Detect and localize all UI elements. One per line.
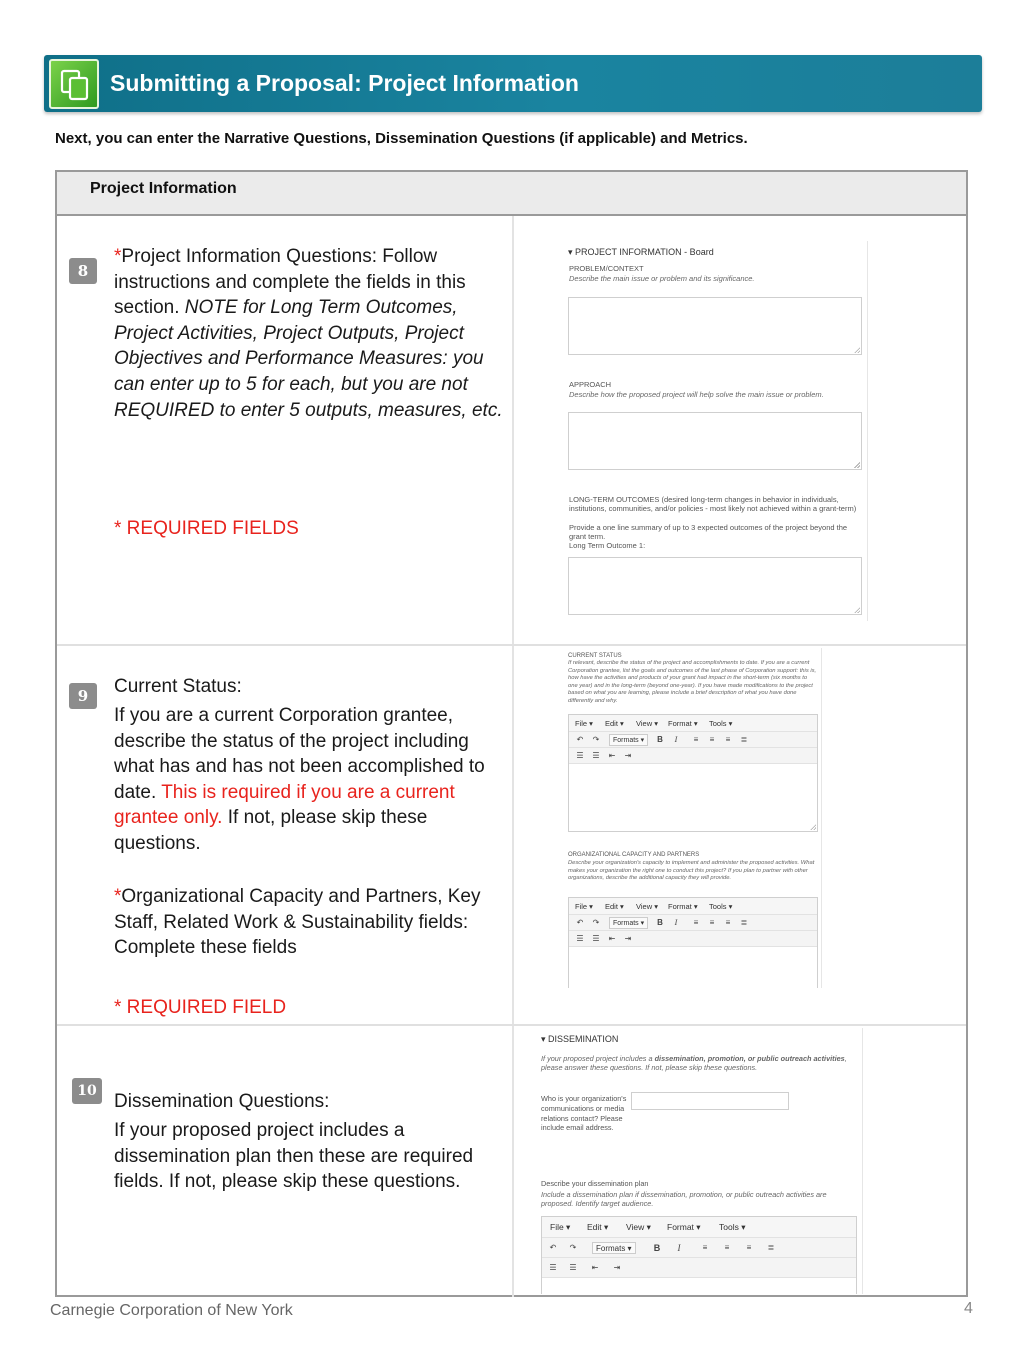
contact-input[interactable] xyxy=(631,1092,789,1110)
menu-view[interactable]: View ▾ xyxy=(636,719,658,728)
undo-icon[interactable]: ↶ xyxy=(576,918,584,927)
section-heading: ▾ PROJECT INFORMATION - Board xyxy=(568,247,714,257)
editor-menubar xyxy=(542,1217,856,1238)
menu-edit[interactable]: Edit ▾ xyxy=(605,719,624,728)
menu-edit[interactable]: Edit ▾ xyxy=(605,902,624,911)
menu-format[interactable]: Format ▾ xyxy=(668,719,698,728)
align-justify-icon[interactable]: ≣ xyxy=(767,1243,775,1252)
align-right-icon[interactable]: ≡ xyxy=(725,918,731,927)
align-center-icon[interactable]: ≡ xyxy=(709,918,715,927)
dissemination-plan-hint: Include a dissemination plan if dissemination, promotion, or public outreach activities are proposed. Identify target audience. xyxy=(541,1190,827,1208)
align-justify-icon[interactable]: ≣ xyxy=(740,735,748,744)
editor-menubar xyxy=(569,715,817,732)
org-capacity-editor[interactable] xyxy=(568,897,818,988)
dissemination-plan-editor[interactable] xyxy=(541,1216,857,1294)
numbered-list-icon[interactable]: ☰ xyxy=(592,934,600,943)
editor-list-toolbar xyxy=(569,931,817,947)
current-status-label: CURRENT STATUS xyxy=(568,653,622,659)
page-title: Submitting a Proposal: Project Information xyxy=(110,70,579,96)
column-divider xyxy=(512,216,514,1297)
dissemination-plan-label: Describe your dissemination plan xyxy=(541,1179,649,1188)
formats-dropdown[interactable]: Formats ▾ xyxy=(609,917,648,929)
italic-button[interactable]: I xyxy=(674,735,678,744)
footer-organization: Carnegie Corporation of New York xyxy=(50,1302,293,1319)
align-right-icon[interactable]: ≡ xyxy=(725,735,731,744)
editor-menubar xyxy=(569,898,817,915)
org-capacity-instructions: *Organizational Capacity and Partners, Key Staff, Related Work & Sustainability fields: Complete these fields xyxy=(114,886,481,959)
row-divider xyxy=(57,644,966,646)
menu-tools[interactable]: Tools ▾ xyxy=(709,719,733,728)
menu-file[interactable]: File ▾ xyxy=(550,1222,571,1232)
align-left-icon[interactable]: ≡ xyxy=(693,735,699,744)
align-left-icon[interactable]: ≡ xyxy=(702,1243,708,1252)
outdent-icon[interactable]: ⇤ xyxy=(608,934,616,943)
resize-handle-icon[interactable] xyxy=(854,462,860,468)
resize-handle-icon[interactable] xyxy=(810,824,816,830)
org-capacity-label: ORGANIZATIONAL CAPACITY AND PARTNERS xyxy=(568,852,700,858)
required-field-note: * REQUIRED FIELD xyxy=(114,997,287,1018)
current-status-form-screenshot xyxy=(562,648,822,988)
editor-toolbar xyxy=(569,732,817,748)
menu-view[interactable]: View ▾ xyxy=(636,902,658,911)
numbered-list-icon[interactable]: ☰ xyxy=(569,1263,577,1272)
undo-icon[interactable]: ↶ xyxy=(549,1243,557,1252)
formats-dropdown[interactable]: Formats ▾ xyxy=(592,1242,636,1254)
menu-file[interactable]: File ▾ xyxy=(575,902,593,911)
step-badge: 9 xyxy=(69,683,97,709)
table-header-label: Project Information xyxy=(90,180,237,197)
long-term-outcomes-label: LONG-TERM OUTCOMES (desired long-term changes in behavior in individuals, institutions, communities, and/or policies - most likely not achieved within a grant-term) xyxy=(569,495,857,513)
indent-icon[interactable]: ⇥ xyxy=(624,751,632,760)
table-header xyxy=(57,172,966,216)
italic-button[interactable]: I xyxy=(674,918,678,927)
menu-format[interactable]: Format ▾ xyxy=(668,902,698,911)
resize-handle-icon[interactable] xyxy=(854,347,860,353)
italic-button[interactable]: I xyxy=(677,1243,681,1253)
align-center-icon[interactable]: ≡ xyxy=(709,735,715,744)
problem-context-hint: Describe the main issue or problem and its significance. xyxy=(569,274,755,283)
numbered-list-icon[interactable]: ☰ xyxy=(592,751,600,760)
current-status-title: Current Status: xyxy=(114,676,242,697)
current-status-instructions: If you are a current Corporation grantee, describe the status of the project including what has and has not been accomplished to date. This is required if you are a current grantee only. If not, please skip these questions. xyxy=(114,705,485,854)
align-left-icon[interactable]: ≡ xyxy=(693,918,699,927)
redo-icon[interactable]: ↷ xyxy=(592,918,600,927)
step-badge: 10 xyxy=(72,1078,102,1104)
indent-icon[interactable]: ⇥ xyxy=(613,1263,621,1272)
editor-list-toolbar xyxy=(542,1258,856,1278)
org-capacity-hint: Describe your organization's capacity to implement and administer the proposed activities. What makes your organization the right one to conduct this project? If you plan to partner with other organizations, describe the additional capacity they will provide. xyxy=(568,860,815,882)
bullet-list-icon[interactable]: ☰ xyxy=(549,1263,557,1272)
page-number: 4 xyxy=(964,1300,973,1317)
align-right-icon[interactable]: ≡ xyxy=(746,1243,752,1252)
undo-icon[interactable]: ↶ xyxy=(576,735,584,744)
problem-context-label: PROBLEM/CONTEXT xyxy=(569,264,644,273)
problem-context-textarea[interactable] xyxy=(568,297,862,355)
editor-list-toolbar xyxy=(569,748,817,764)
current-status-editor[interactable] xyxy=(568,714,818,832)
bullet-list-icon[interactable]: ☰ xyxy=(576,751,584,760)
approach-textarea[interactable] xyxy=(568,412,862,470)
approach-label: APPROACH xyxy=(569,380,612,389)
approach-hint: Describe how the proposed project will help solve the main issue or problem. xyxy=(569,390,824,399)
contact-label: Who is your organization's communications or media relations contact? Please include email address. xyxy=(541,1094,627,1133)
align-justify-icon[interactable]: ≣ xyxy=(740,918,748,927)
redo-icon[interactable]: ↷ xyxy=(569,1243,577,1252)
long-term-outcome-1-textarea[interactable] xyxy=(568,557,862,615)
editor-toolbar xyxy=(569,915,817,931)
row-divider xyxy=(57,1024,966,1026)
dissemination-form-screenshot xyxy=(533,1028,863,1294)
long-term-outcomes-hint: Provide a one line summary of up to 3 expected outcomes of the project beyond the grant term. xyxy=(569,523,848,541)
editor-toolbar xyxy=(542,1238,856,1258)
menu-tools[interactable]: Tools ▾ xyxy=(709,902,733,911)
required-fields-note: * REQUIRED FIELDS xyxy=(114,518,299,539)
menu-file[interactable]: File ▾ xyxy=(575,719,593,728)
dissemination-title: Dissemination Questions: xyxy=(114,1091,330,1112)
menu-tools[interactable]: Tools ▾ xyxy=(719,1222,746,1232)
outdent-icon[interactable]: ⇤ xyxy=(591,1263,599,1272)
menu-format[interactable]: Format ▾ xyxy=(667,1222,701,1232)
menu-edit[interactable]: Edit ▾ xyxy=(587,1222,609,1232)
resize-handle-icon[interactable] xyxy=(854,607,860,613)
dissemination-hint: If your proposed project includes a dissemination, promotion, or public outreach activities, please answer these questions. If not, please skip these questions. xyxy=(541,1054,847,1072)
project-information-form-screenshot xyxy=(562,241,868,621)
current-status-hint: If relevant, describe the status of the project and accomplishments to date. If you are a current Corporation grantee, list the goals and outcomes of the last phase of Corporation support: this is, how have the activities and products of your grant had impact in the short-term (six months to one year) and in the long-term (beyond one-year). If you have made modifications to the project based on what you are learning, please include a brief description of what you have done differently and why. xyxy=(568,660,817,704)
indent-icon[interactable]: ⇥ xyxy=(624,934,632,943)
document-copy-icon xyxy=(49,59,99,109)
outdent-icon[interactable]: ⇤ xyxy=(608,751,616,760)
long-term-outcome-1-label: Long Term Outcome 1: xyxy=(569,541,646,550)
section-heading: ▾ DISSEMINATION xyxy=(541,1034,619,1044)
title-banner xyxy=(44,55,982,112)
intro-text: Next, you can enter the Narrative Questions, Dissemination Questions (if applicable) and Metrics. xyxy=(55,130,748,147)
bold-button[interactable]: B xyxy=(657,735,663,744)
align-center-icon[interactable]: ≡ xyxy=(724,1243,730,1252)
formats-dropdown[interactable]: Formats ▾ xyxy=(609,734,648,746)
step-badge: 8 xyxy=(69,258,97,284)
step-8-instructions: *Project Information Questions: Follow instructions and complete the fields in this section. NOTE for Long Term Outcomes, Project Activities, Project Outputs, Project Objectives and Performance Measures: you can enter up to 5 for each, but you are not REQUIRED to enter 5 outputs, measures, etc. xyxy=(114,246,503,421)
menu-view[interactable]: View ▾ xyxy=(626,1222,651,1232)
bold-button[interactable]: B xyxy=(653,1243,661,1253)
bullet-list-icon[interactable]: ☰ xyxy=(576,934,584,943)
bold-button[interactable]: B xyxy=(657,918,663,927)
dissemination-instructions: If your proposed project includes a dissemination plan then these are required fields. If not, please skip these questions. xyxy=(114,1120,474,1193)
redo-icon[interactable]: ↷ xyxy=(592,735,600,744)
